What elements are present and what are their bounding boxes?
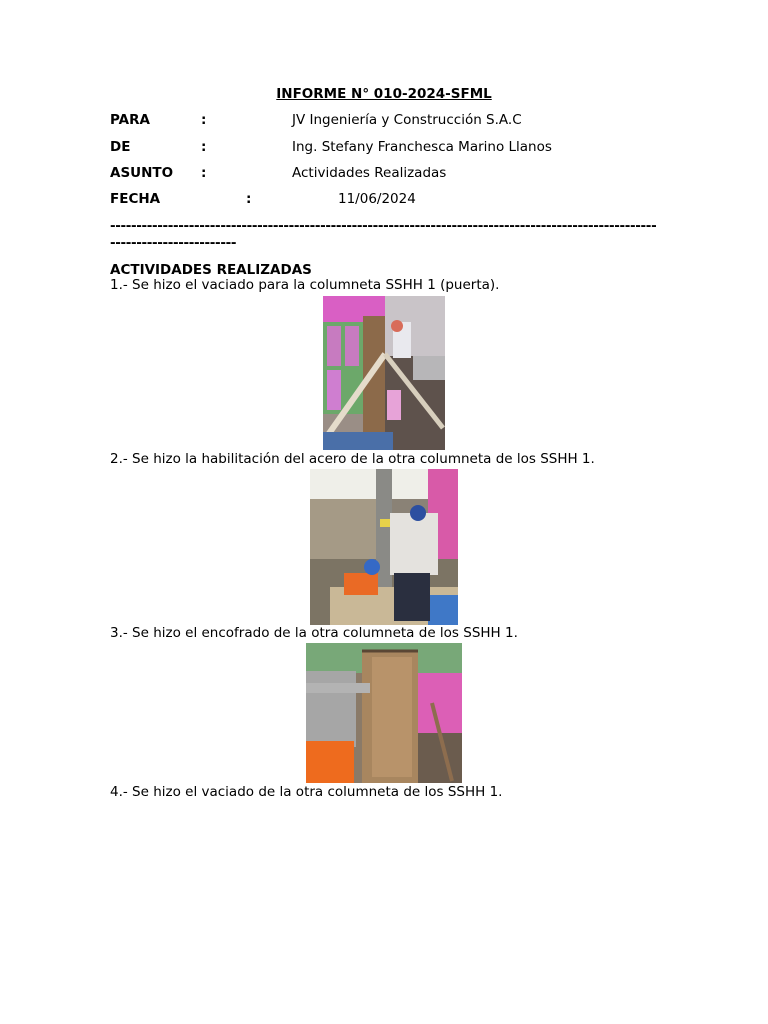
activity-item-1: 1.- Se hizo el vaciado para la columneta SSHH 1 (puerta). xyxy=(110,277,500,293)
field-label: DE xyxy=(110,139,131,155)
field-label: ASUNTO xyxy=(110,165,174,181)
report-title xyxy=(0,86,768,102)
field-value: 11/06/2024 xyxy=(338,191,416,207)
section-title: ACTIVIDADES REALIZADAS xyxy=(110,262,312,278)
field-value: Actividades Realizadas xyxy=(292,165,447,181)
field-colon: : xyxy=(201,112,207,128)
activity-item-2: 2.- Se hizo la habilitación del acero de la otra columneta de los SSHH 1. xyxy=(110,451,595,467)
field-value: JV Ingeniería y Construcción S.A.C xyxy=(292,112,522,128)
field-colon: : xyxy=(201,139,207,155)
field-value: Ing. Stefany Franchesca Marino Llanos xyxy=(292,139,552,155)
field-colon: : xyxy=(246,191,252,207)
activity-item-4: 4.- Se hizo el vaciado de la otra columneta de los SSHH 1. xyxy=(110,784,503,800)
field-colon: : xyxy=(201,165,207,181)
field-label: PARA xyxy=(110,112,150,128)
field-label: FECHA xyxy=(110,191,161,207)
activity-photo-1 xyxy=(323,296,445,450)
activity-photo-2 xyxy=(310,469,458,625)
activity-photo-3 xyxy=(306,643,462,783)
separator-line: -------------------------------------------------------------------------------------------------------------------------------- xyxy=(110,218,657,251)
report-title-text: INFORME N° 010-2024-SFML xyxy=(276,86,492,102)
activity-item-3: 3.- Se hizo el encofrado de la otra columneta de los SSHH 1. xyxy=(110,625,518,641)
